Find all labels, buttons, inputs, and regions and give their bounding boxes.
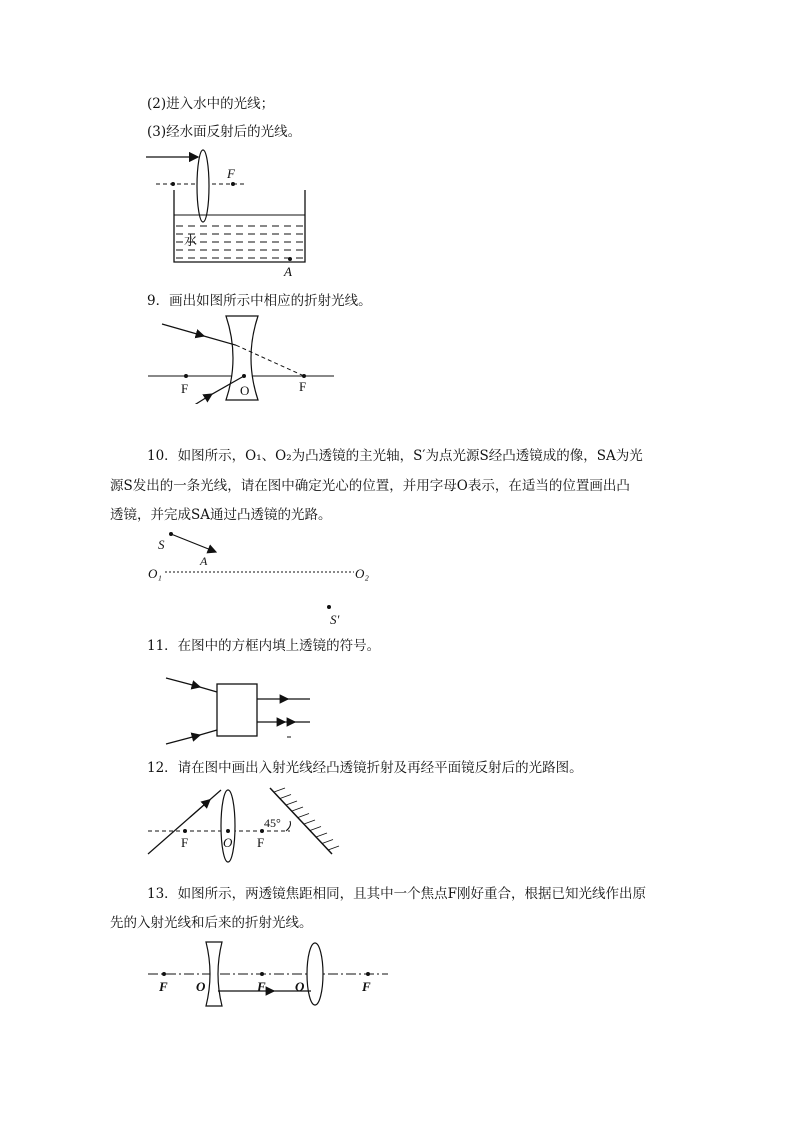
q10-figure — [140, 528, 380, 628]
q13-label-o2: O — [295, 979, 305, 994]
q13-label-f1: F — [159, 979, 168, 994]
q12-figure — [140, 786, 350, 866]
q10-label-a: A — [200, 554, 208, 568]
q10-line-3: 透镜，并完成SA通过凸透镜的光路。 — [110, 507, 332, 523]
q13-focus-1 — [162, 972, 166, 976]
q13-label-o1: O — [196, 979, 206, 994]
q9-figure — [140, 314, 340, 404]
q10-label-o2: O₂ — [355, 566, 369, 581]
q12-convex-lens — [221, 790, 235, 862]
q11-incident-ray-top — [166, 678, 200, 687]
q13-focus-2 — [260, 972, 264, 976]
q8-label-f: F — [227, 166, 235, 181]
q12-label-angle: 45° — [264, 816, 281, 830]
q12-text: 12．请在图中画出入射光线经凸透镜折射及再经平面镜反射后的光路图。 — [147, 760, 583, 776]
q13-convex-lens — [307, 943, 323, 1005]
q9-text: 9．画出如图所示中相应的折射光线。 — [147, 293, 372, 309]
q8-point-a — [288, 257, 292, 261]
q12-angle-arc — [286, 821, 291, 831]
q8-label-a: A — [284, 264, 292, 279]
q8-line-2: (2)进入水中的光线； — [147, 96, 275, 112]
q8-label-water: 水 — [184, 233, 198, 248]
q11-text: 11．在图中的方框内填上透镜的符号。 — [147, 638, 381, 654]
q8-line-3: (3)经水面反射后的光线。 — [147, 124, 302, 140]
q12-incident-ray-arrow — [190, 800, 210, 818]
q11-incident-ray-top-seg — [198, 687, 217, 693]
q9-label-o: O — [240, 383, 250, 398]
q10-label-o1: O₁ — [148, 566, 162, 581]
q10-line-1: 10．如图所示，O₁、O₂为凸透镜的主光轴，S′为点光源S经凸透镜成的像，SA为光 — [147, 448, 643, 464]
q9-focus-right — [302, 374, 306, 378]
q12-label-f-left: F — [181, 835, 189, 850]
q12-optical-center — [226, 829, 230, 833]
q10-label-s: S — [158, 537, 165, 552]
q10-ray-sa — [171, 534, 216, 552]
q12-mirror-hatching — [274, 788, 339, 850]
q9-focus-left — [184, 374, 188, 378]
q10-line-2: 源S发出的一条光线，请在图中确定光心的位置，并用字母O表示，在适当的位置画出凸 — [110, 478, 630, 494]
q12-focus-left — [183, 829, 187, 833]
q11-incident-ray-bottom — [166, 735, 200, 744]
q13-figure — [140, 940, 400, 1010]
q10-label-s-prime: S′ — [330, 612, 340, 627]
q9-incident-ray-1 — [162, 324, 204, 336]
q12-label-f-right: F — [257, 835, 265, 850]
q13-label-f2: F — [257, 979, 266, 994]
q13-focus-3 — [366, 972, 370, 976]
q9-optical-center — [242, 374, 246, 378]
q8-figure — [140, 142, 320, 282]
q9-label-f-left: F — [181, 381, 189, 396]
q9-label-f-right: F — [299, 379, 307, 394]
q8-focus-right — [231, 182, 235, 186]
q10-point-s-prime — [327, 605, 331, 609]
q12-label-o: O — [223, 835, 233, 850]
q11-figure — [160, 672, 320, 752]
q8-focus-left — [171, 182, 175, 186]
q13-line-2: 先的入射光线和后来的折射光线。 — [110, 915, 313, 931]
q13-line-1: 13．如图所示，两透镜焦距相同，且其中一个焦点F刚好重合，根据已知光线作出原 — [147, 886, 647, 902]
q11-lens-box[interactable] — [217, 684, 257, 736]
q13-label-f3: F — [362, 979, 371, 994]
q8-convex-lens — [197, 150, 209, 222]
q11-incident-ray-bottom-seg — [198, 730, 217, 736]
